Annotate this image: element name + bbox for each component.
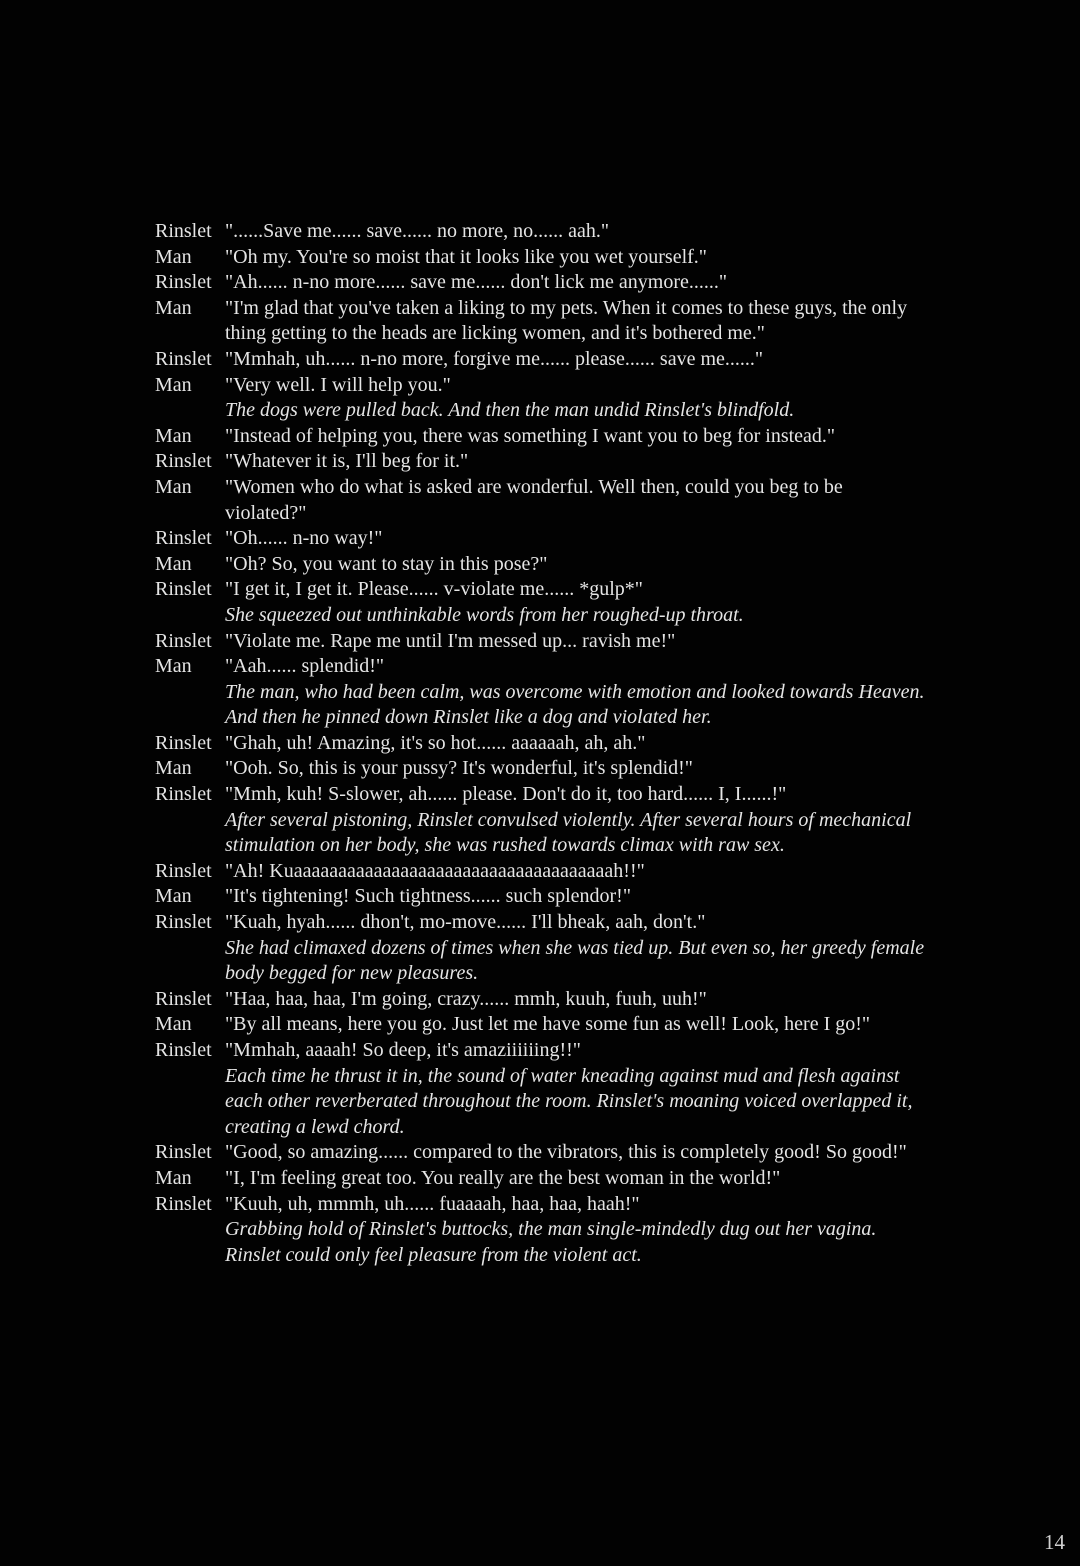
speaker-label: Rinslet bbox=[155, 911, 212, 934]
dialogue-row bbox=[155, 603, 930, 629]
dialogue-row bbox=[155, 1166, 930, 1192]
speaker-label: Rinslet bbox=[155, 1039, 212, 1061]
speaker-label: Rinslet bbox=[155, 987, 212, 1010]
dialogue-text: "Oh...... n-no way!" bbox=[225, 527, 383, 550]
speaker-label: Rinslet bbox=[155, 1192, 212, 1215]
dialogue-row bbox=[155, 654, 930, 680]
dialogue-row bbox=[155, 219, 930, 245]
dialogue-text: "Good, so amazing...... compared to the vibrators, this is completely good! So good!" bbox=[225, 1141, 907, 1164]
speaker-label: Rinslet bbox=[155, 271, 212, 294]
dialogue-row bbox=[155, 449, 930, 475]
dialogue-row bbox=[155, 987, 930, 1013]
dialogue-text: "Kuuh, uh, mmmh, uh...... fuaaaah, haa, haa, haah!" bbox=[225, 1192, 640, 1215]
dialogue-text: "Ah! Kuaaaaaaaaaaaaaaaaaaaaaaaaaaaaaaaaaaaah!!" bbox=[225, 859, 645, 882]
speaker-label: Rinslet bbox=[155, 450, 212, 473]
dialogue-row bbox=[155, 629, 930, 655]
dialogue-row bbox=[155, 782, 930, 808]
dialogue-text: "Very well. I will help you." bbox=[225, 373, 451, 396]
dialogue-row bbox=[155, 552, 930, 578]
dialogue-row bbox=[155, 808, 930, 859]
dialogue-row bbox=[155, 1012, 930, 1038]
dialogue-text: "I get it, I get it. Please...... v-violate me...... *gulp*" bbox=[225, 578, 643, 601]
speaker-label: Rinslet bbox=[155, 731, 212, 754]
dialogue-row bbox=[155, 245, 930, 271]
dialogue-text: "I'm glad that you've taken a liking to my pets. When it comes to these guys, the only thing getting to the heads are licking women, and it's bothered me." bbox=[225, 296, 908, 345]
narration-text: The dogs were pulled back. And then the man undid Rinslet's blindfold. bbox=[225, 399, 795, 422]
dialogue-row bbox=[155, 1217, 930, 1268]
dialogue-row bbox=[155, 884, 930, 910]
dialogue-text: "Whatever it is, I'll beg for it." bbox=[225, 450, 469, 473]
dialogue-text: "Mmhah, aaaah! So deep, it's amaziiiiiing!!" bbox=[225, 1039, 581, 1061]
dialogue-text: "Ooh. So, this is your pussy? It's wonderful, it's splendid!" bbox=[225, 757, 693, 780]
dialogue-text: "Ah...... n-no more...... save me...... don't lick me anymore......" bbox=[225, 271, 728, 294]
speaker-label: Man bbox=[155, 552, 192, 575]
dialogue-row bbox=[155, 859, 930, 885]
dialogue-text: "Oh? So, you want to stay in this pose?" bbox=[225, 552, 548, 575]
speaker-label: Rinslet bbox=[155, 1141, 212, 1164]
speaker-label: Rinslet bbox=[155, 629, 212, 652]
dialogue-row bbox=[155, 910, 930, 936]
dialogue-text: "Instead of helping you, there was something I want you to beg for instead." bbox=[225, 424, 836, 447]
dialogue-row bbox=[155, 1064, 930, 1141]
speaker-label: Rinslet bbox=[155, 527, 212, 550]
speaker-label: Man bbox=[155, 424, 192, 447]
dialogue-row bbox=[155, 347, 930, 373]
dialogue-transcript bbox=[155, 219, 930, 1268]
speaker-label: Man bbox=[155, 885, 192, 908]
speaker-label: Rinslet bbox=[155, 347, 212, 370]
dialogue-row bbox=[155, 756, 930, 782]
speaker-label: Man bbox=[155, 373, 192, 396]
speaker-label: Man bbox=[155, 1013, 192, 1036]
speaker-label: Rinslet bbox=[155, 859, 212, 882]
dialogue-row bbox=[155, 270, 930, 296]
dialogue-text: "Haa, haa, haa, I'm going, crazy...... mmh, kuuh, fuuh, uuh!" bbox=[225, 987, 707, 1010]
dialogue-row bbox=[155, 424, 930, 450]
dialogue-row bbox=[155, 680, 930, 731]
dialogue-row bbox=[155, 475, 930, 526]
dialogue-text: "Ghah, uh! Amazing, it's so hot...... aaaaaah, ah, ah." bbox=[225, 731, 646, 754]
speaker-label: Man bbox=[155, 245, 192, 268]
dialogue-text: "......Save me...... save...... no more, no...... aah." bbox=[225, 220, 610, 242]
speaker-label: Rinslet bbox=[155, 220, 212, 242]
dialogue-row bbox=[155, 526, 930, 552]
narration-text: She squeezed out unthinkable words from her roughed-up throat. bbox=[225, 603, 744, 626]
speaker-label: Man bbox=[155, 475, 192, 498]
dialogue-row bbox=[155, 1192, 930, 1218]
dialogue-row bbox=[155, 373, 930, 399]
speaker-label: Man bbox=[155, 655, 192, 678]
dialogue-row bbox=[155, 296, 930, 347]
speaker-label: Man bbox=[155, 296, 192, 319]
dialogue-row bbox=[155, 1038, 930, 1064]
dialogue-row bbox=[155, 398, 930, 424]
narration-text: Grabbing hold of Rinslet's buttocks, the man single-mindedly dug out her vagina. Rinslet could only feel pleasure from the violent act. bbox=[225, 1218, 877, 1266]
dialogue-text: "Kuah, hyah...... dhon't, mo-move...... I'll bheak, aah, don't." bbox=[225, 911, 706, 934]
dialogue-text: "I, I'm feeling great too. You really are the best woman in the world!" bbox=[225, 1166, 781, 1189]
speaker-label: Rinslet bbox=[155, 783, 212, 806]
dialogue-row bbox=[155, 1140, 930, 1166]
dialogue-text: "By all means, here you go. Just let me have some fun as well! Look, here I go!" bbox=[225, 1013, 871, 1036]
dialogue-text: "Mmh, kuh! S-slower, ah...... please. Don't do it, too hard...... I, I......!" bbox=[225, 783, 787, 806]
speaker-label: Man bbox=[155, 1166, 192, 1189]
dialogue-text: "Women who do what is asked are wonderful. Well then, could you beg to be violated?" bbox=[225, 475, 843, 524]
dialogue-text: "Oh my. You're so moist that it looks like you wet yourself." bbox=[225, 245, 707, 268]
dialogue-text: "It's tightening! Such tightness...... such splendor!" bbox=[225, 885, 632, 908]
dialogue-text: "Mmhah, uh...... n-no more, forgive me...... please...... save me......" bbox=[225, 347, 764, 370]
dialogue-row bbox=[155, 731, 930, 757]
narration-text: After several pistoning, Rinslet convulsed violently. After several hours of mechanical stimulation on her body, she was rushed towards climax with raw sex. bbox=[225, 808, 912, 857]
dialogue-text: "Aah...... splendid!" bbox=[225, 655, 385, 678]
dialogue-row bbox=[155, 577, 930, 603]
dialogue-text: "Violate me. Rape me until I'm messed up... ravish me!" bbox=[225, 629, 676, 652]
page-number: 14 bbox=[1044, 1530, 1065, 1554]
speaker-label: Rinslet bbox=[155, 578, 212, 601]
speaker-label: Man bbox=[155, 757, 192, 780]
narration-text: She had climaxed dozens of times when she was tied up. But even so, her greedy female body begged for new pleasures. bbox=[225, 936, 925, 985]
narration-text: Each time he thrust it in, the sound of water kneading against mud and flesh against each other reverberated throughout the room. Rinslet's moaning voiced overlapped it, creating a lewd chord. bbox=[225, 1064, 913, 1138]
narration-text: The man, who had been calm, was overcome with emotion and looked towards Heaven. And then he pinned down Rinslet like a dog and violated her. bbox=[225, 680, 925, 729]
dialogue-row bbox=[155, 936, 930, 987]
